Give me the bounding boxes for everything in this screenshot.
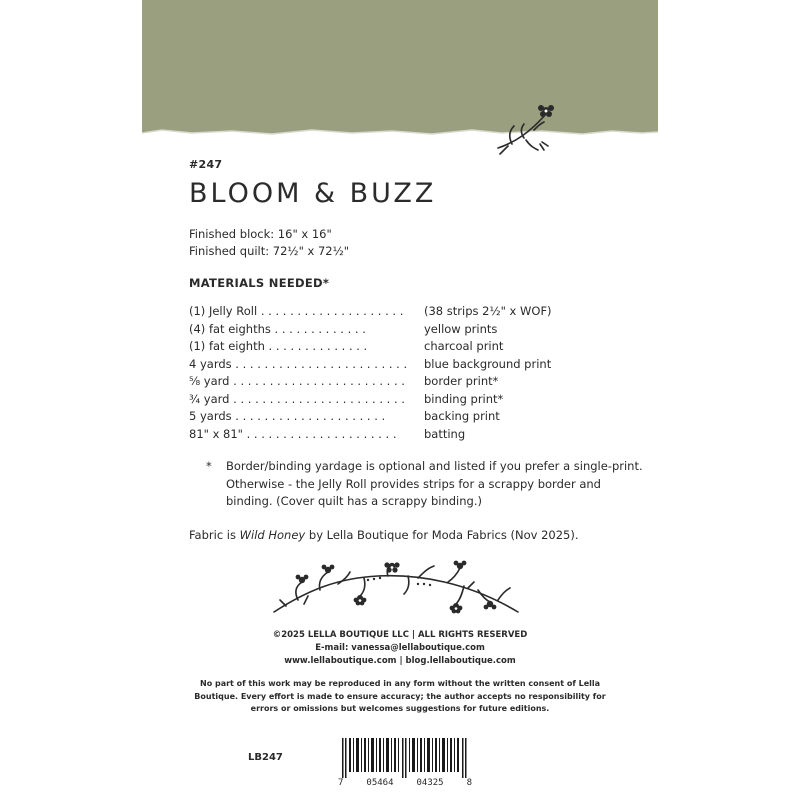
list-item — [189, 356, 609, 374]
list-item — [189, 408, 609, 426]
material-desc: blue background print — [424, 356, 552, 371]
barcode-digit-group: 8 — [466, 778, 472, 788]
fabric-prefix: Fabric is — [189, 528, 240, 542]
copyright-line: ©2025 LELLA BOUTIQUE LLC | ALL RIGHTS RESERVED — [272, 630, 528, 640]
material-item: 4 yards . . . . . . . . . . . . . . . . . . . . . . . . — [189, 356, 408, 371]
flower-sprig-icon — [490, 100, 570, 156]
list-item — [189, 321, 609, 339]
material-desc: (38 strips 2½" x WOF) — [424, 304, 552, 318]
note-asterisk: * — [206, 459, 212, 473]
material-desc: yellow prints — [424, 321, 498, 336]
pattern-number: #247 — [189, 158, 223, 171]
list-item — [189, 338, 609, 356]
barcode-digit-group: 04325 — [416, 778, 444, 788]
product-code: LB247 — [248, 752, 283, 763]
finished-quilt: Finished quilt: 72½" x 72½" — [189, 244, 350, 258]
list-item — [189, 426, 609, 444]
copyright-block — [142, 629, 658, 668]
material-desc: batting — [424, 426, 466, 441]
material-desc: charcoal print — [424, 339, 504, 353]
finished-sizes — [189, 226, 349, 260]
material-desc: backing print — [424, 409, 500, 423]
material-item: ⅝ yard . . . . . . . . . . . . . . . . . . . . . . . . — [189, 374, 405, 388]
pattern-title: BLOOM & BUZZ — [189, 178, 437, 209]
barcode-digit-group: 7 — [338, 778, 344, 788]
pattern-back-cover — [142, 0, 658, 800]
note-text: Border/binding yardage is optional and listed if you prefer a single-print. Otherwise - the Jelly Roll provides strips for a scrappy border and binding. (Cover quilt has a scrappy binding.) — [226, 459, 643, 508]
material-desc: border print* — [424, 374, 499, 388]
fabric-collection: Wild Honey — [239, 528, 306, 542]
barcode-digit-group: 05464 — [366, 778, 394, 788]
email-line: E-mail: vanessa@lellaboutique.com — [315, 643, 485, 653]
material-item: (1) Jelly Roll . . . . . . . . . . . . . . . . . . . . — [189, 304, 404, 318]
fabric-suffix: by Lella Boutique for Moda Fabrics (Nov 2025). — [305, 528, 579, 542]
barcode-icon — [338, 738, 472, 778]
material-item: 81" x 81" . . . . . . . . . . . . . . . . . . . . . — [189, 426, 397, 441]
floral-garland-icon — [268, 560, 532, 622]
finished-block: Finished block: 16" x 16" — [189, 227, 332, 241]
website-line: www.lellaboutique.com | blog.lellaboutique.com — [284, 656, 516, 666]
material-item: ¾ yard . . . . . . . . . . . . . . . . . . . . . . . . — [189, 391, 405, 406]
fabric-credit — [189, 528, 649, 542]
material-item: (1) fat eighth . . . . . . . . . . . . . . — [189, 339, 368, 353]
list-item — [189, 391, 609, 409]
legal-notice: No part of this work may be reproduced in any form without the written consent of Lella Boutique. Every effort is made to ensure accuracy; the author accepts no responsibility for errors or omissions but welcomes suggestions for future editions. — [194, 679, 606, 713]
material-item: 5 yards . . . . . . . . . . . . . . . . . . . . . — [189, 409, 386, 423]
list-item — [189, 373, 609, 391]
header-band — [142, 0, 658, 140]
list-item — [189, 303, 609, 321]
materials-heading: MATERIALS NEEDED* — [189, 276, 330, 290]
material-item: (4) fat eighths . . . . . . . . . . . . . — [189, 321, 366, 336]
material-desc: binding print* — [424, 391, 504, 406]
barcode-digits — [338, 778, 472, 788]
materials-list — [189, 303, 609, 443]
